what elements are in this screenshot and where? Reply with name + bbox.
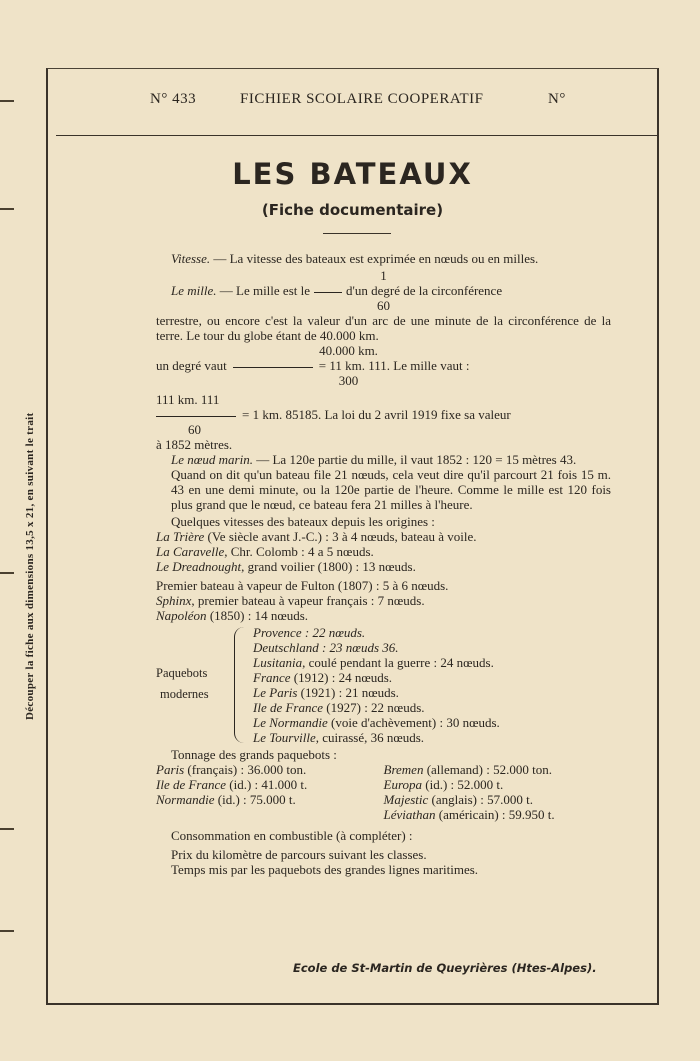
- card-number-blank: N°: [548, 91, 566, 107]
- list-item: Europa (id.) : 52.000 t.: [383, 777, 504, 792]
- list-item: Paris (français) : 36.000 ton.: [156, 762, 307, 777]
- fraction-numerator: 1: [380, 268, 387, 283]
- margin-mark: [0, 208, 14, 210]
- card-frame: [46, 68, 659, 1005]
- list-item: Bremen (allemand) : 52.000 ton.: [383, 762, 552, 777]
- page-subtitle: (Fiche documentaire): [261, 201, 444, 219]
- list-item: Ile de France (1927) : 22 nœuds.: [253, 700, 425, 715]
- list-item: La Trière (Ve siècle avant J.-C.) : 3 à 4 nœuds, bateau à voile.: [156, 529, 477, 544]
- modern-liners-list: [253, 625, 611, 745]
- cut-instruction: Découper la fiche aux dimensions 13,5 x 21, en suivant le trait: [24, 412, 36, 720]
- margin-mark: [0, 100, 14, 102]
- list-item: France (1912) : 24 nœuds.: [253, 670, 393, 685]
- list-item: Le Tourville, cuirassé, 36 nœuds.: [253, 730, 425, 745]
- tonnage-title: Tonnage des grands paquebots :: [171, 747, 337, 762]
- list-item: Napoléon (1850) : 14 nœuds.: [156, 608, 309, 623]
- consommation-line: Consommation en combustible (à compléter) :: [171, 828, 413, 843]
- list-item: Léviathan (américain) : 59.950 t.: [383, 807, 555, 822]
- list-item: Normandie (id.) : 75.000 t.: [156, 792, 296, 807]
- list-item: La Caravelle, Chr. Colomb : 4 a 5 nœuds.: [156, 544, 374, 559]
- paragraph-mille: Le mille. — Le mille est le d'un degré de la circonférence: [171, 283, 503, 298]
- temps-line: Temps mis par les paquebots des grandes lignes maritimes.: [171, 862, 479, 877]
- list-item: Sphinx, premier bateau à vapeur français : 7 nœuds.: [156, 593, 425, 608]
- card-body: Vitesse. — La vitesse des bateaux est exprimée en nœuds ou en milles. 1 Le mille. — Le mille est le d'un degré de la circonférence 60 terrestre, ou encore c'est la valeur d'un arc de une minute de la circonférence de la terre. Le tour du globe étant de 40.000 km. 40.000 km. un degré vaut = 11 km. 111. Le mille vaut : 300 111 km. 111 = 1 km. 85185. La loi du 2 avril 1919 fixe sa valeur 60 à 1852 mètres. Le nœud marin. — La 120e partie du mille, il vaut 1852 : 120 = 15 mètres 43. Quand on dit qu'un bateau file 21 nœuds, cela veut dire qu'il parcourt 21 fois 15 m. 43 en une demi minute, ou la 120e partie de l'heure. Comme le mille est 120 fois plus grand que le nœud, ce bateau fera 21 milles à l'heure. Quelques vitesses des bateaux depuis les origines : La Trière (Ve siècle avant J.-C.) : 3 à 4 nœuds, bateau à voile. La Caravelle, Chr. Colomb : 4 a 5 nœuds. Le Dreadnought, grand voilier (1800) : 13 nœuds. Premier bateau à vapeur de Fulton (1807) : 5 à 6 nœuds. Sphinx, premier bateau à vapeur français : 7 nœuds. Napoléon (1850) : 14 nœuds. Paquebots modernes Provence : 22 nœuds. Deutschland : 23 nœuds 36. Lusitania, coulé pendant la guerre : 24 nœuds. France (1912) : 24 nœuds. Le Paris (1921) : 21 nœuds. Ile de France (1927) : 22 nœuds. Le Normandie (voie d'achèvement) : 30 nœuds. Le Tourville, cuirassé, 36 nœuds. Tonnage des grands paquebots : Paris (français) : 36.000 ton. Ile de France (id.) : 41.000 t. Normandie (id.) : 75.000 t. Bremen (allemand) : 52.000 ton. Europa (id.) : 52.000 t. Majestic (anglais) : 57.000 t. Léviathan (américain) : 59.950 t. Consommation en combustible (à compléter) : Prix du kilomètre de parcours suivant les classes. Temps mis par les paquebots des grandes lignes maritimes.: [156, 251, 611, 877]
- card-collection: FICHIER SCOLAIRE COOPERATIF: [240, 91, 484, 107]
- fraction-denominator: 60: [377, 298, 390, 313]
- margin-mark: [0, 930, 14, 932]
- list-item: Le Normandie (voie d'achèvement) : 30 nœuds.: [253, 715, 500, 730]
- list-item: Ile de France (id.) : 41.000 t.: [156, 777, 308, 792]
- liners-label: Paquebots modernes: [156, 666, 209, 701]
- list-item: Provence : 22 nœuds.: [253, 625, 366, 640]
- tonnage-right-column: [384, 762, 612, 822]
- list-item: Deutschland : 23 nœuds 36.: [253, 640, 399, 655]
- paragraph-vitesse: Vitesse. — La vitesse des bateaux est exprimée en nœuds ou en milles.: [171, 251, 539, 266]
- paragraph-explication: Quand on dit qu'un bateau file 21 nœuds, cela veut dire qu'il parcourt 21 fois 15 m. 43 en une demi minute, ou la 120e partie de l'heure. Comme le mille est 120 fois plus grand que le nœud, ce bateau fera 21 milles à l'heure.: [171, 467, 611, 512]
- brace: [234, 627, 253, 743]
- tonnage-left-column: [156, 762, 384, 822]
- modern-liners-block: [156, 625, 611, 745]
- margin-mark: [0, 572, 14, 574]
- list-item: Premier bateau à vapeur de Fulton (1807) : 5 à 6 nœuds.: [156, 578, 449, 593]
- school-signature: Ecole de St-Martin de Queyrières (Htes-Alpes).: [293, 961, 597, 975]
- title-rule: [323, 233, 391, 234]
- list-item: Le Paris (1921) : 21 nœuds.: [253, 685, 399, 700]
- paragraph-noeud: Le nœud marin. — La 120e partie du mille, il vaut 1852 : 120 = 15 mètres 43.: [171, 452, 577, 467]
- card-number: N° 433: [150, 91, 197, 107]
- ancient-ships-list: [156, 529, 611, 574]
- prix-line: Prix du kilomètre de parcours suivant les classes.: [171, 847, 427, 862]
- list-item: Le Dreadnought, grand voilier (1800) : 13 nœuds.: [156, 559, 416, 574]
- page-title: LES BATEAUX: [232, 157, 473, 191]
- term: Vitesse.: [171, 251, 211, 266]
- steam-ships-list: [156, 578, 611, 623]
- header-rule: [56, 135, 657, 136]
- intro-vitesses: Quelques vitesses des bateaux depuis les origines :: [171, 514, 435, 529]
- list-item: Majestic (anglais) : 57.000 t.: [383, 792, 533, 807]
- list-item: Lusitania, coulé pendant la guerre : 24 nœuds.: [253, 655, 494, 670]
- tonnage-table: [156, 762, 611, 822]
- margin-mark: [0, 828, 14, 830]
- card-header: [48, 91, 657, 111]
